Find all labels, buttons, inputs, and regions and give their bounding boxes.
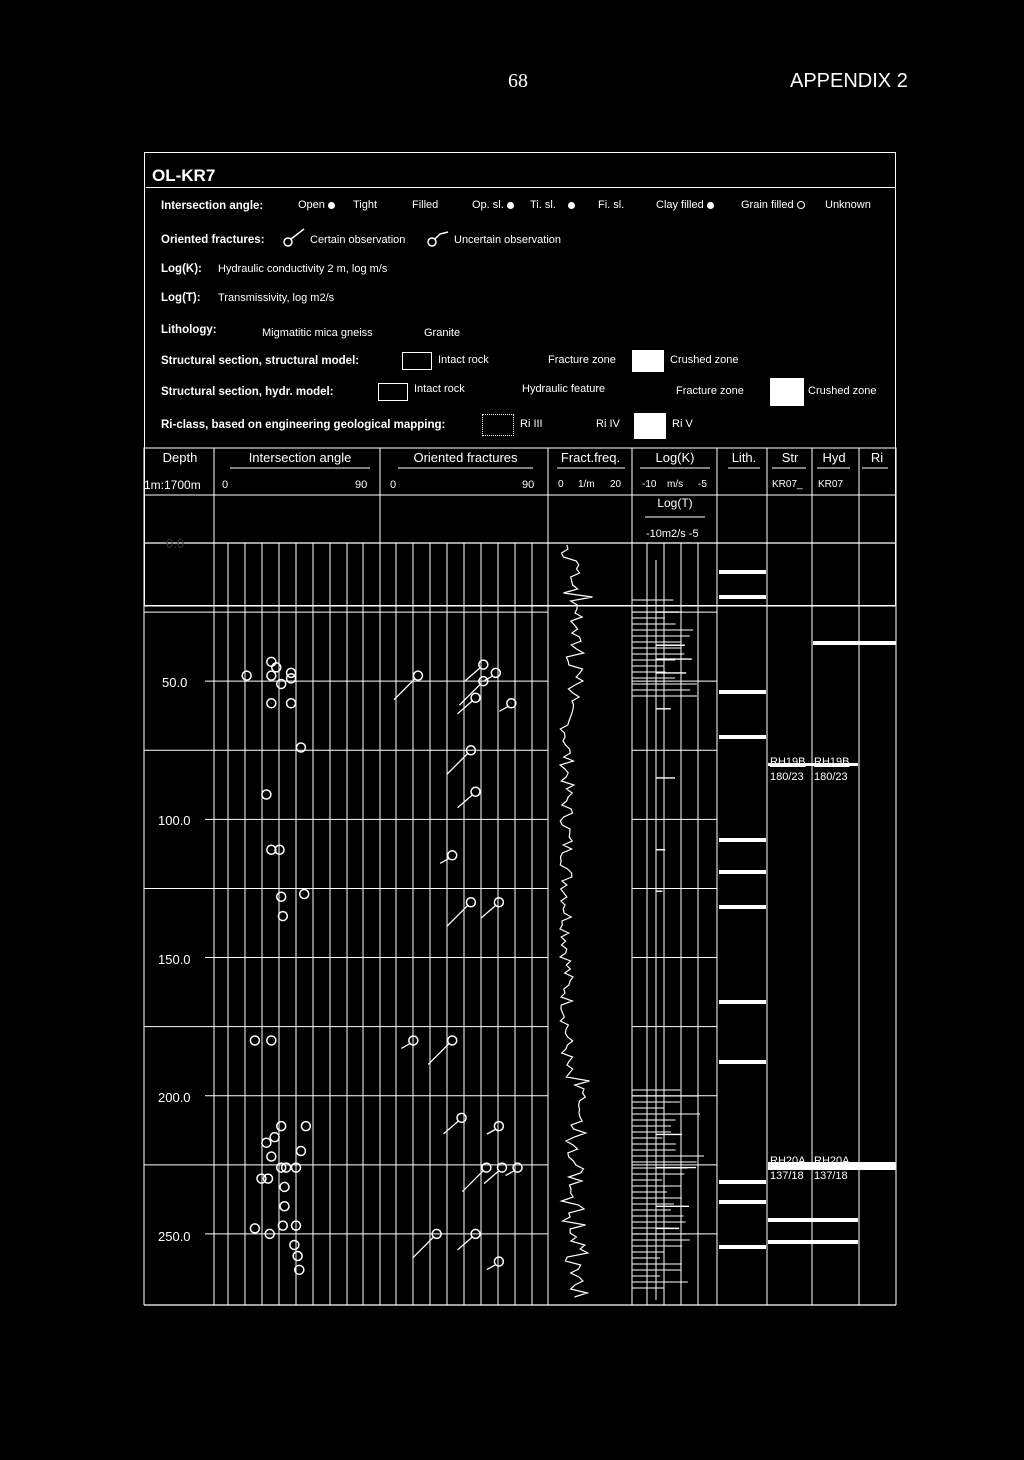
oriented-fracture-tail <box>481 905 496 918</box>
intersection-angle-circle <box>262 1138 271 1147</box>
oriented-fracture-tail <box>444 1121 459 1134</box>
lith-band <box>719 1060 766 1064</box>
legend-intersection-label: Intersection angle: <box>161 200 264 212</box>
intersection-angle-circle <box>277 1122 286 1131</box>
intersection-angle-circle <box>277 892 286 901</box>
intersection-angle-circle <box>300 889 309 898</box>
str-code: KR07_ <box>772 479 803 490</box>
zone-code-hyd: RH20A <box>814 1155 850 1167</box>
ri4-label: Ri IV <box>596 418 620 430</box>
legend-op-sl: Op. sl. <box>472 199 514 211</box>
oriented-fracture-tail <box>458 701 473 714</box>
zone-strips <box>719 570 896 1249</box>
intersection-angle-circle <box>267 671 276 680</box>
log-k-trace <box>632 560 704 1300</box>
intersection-angle-circle <box>270 1133 279 1142</box>
oriented-fracture-tail <box>458 1237 473 1250</box>
intersection-angle-circle <box>278 1221 287 1230</box>
legend-open: Open <box>298 199 335 211</box>
col-fractfreq-title: Fract.freq. <box>560 450 621 465</box>
logk-max: -5 <box>698 479 707 490</box>
lith-band <box>719 870 766 874</box>
legend-hydr-label: Structural section, hydr. model: <box>161 386 334 398</box>
log-grid <box>144 543 859 1305</box>
depth-label: 200.0 <box>158 1090 191 1105</box>
legend-fi-sl: Fi. sl. <box>598 199 625 211</box>
hydr-crushed: Crushed zone <box>808 385 877 397</box>
legend-oriented-label: Oriented fractures: <box>161 234 265 246</box>
intersection-max: 90 <box>355 479 368 491</box>
lith-band <box>719 905 766 909</box>
depth-label: 0.0 <box>166 536 185 551</box>
intersection-angle-circle <box>242 671 251 680</box>
intersection-angle-circle <box>280 1202 289 1211</box>
legend-logt-label: Log(T): <box>161 292 201 304</box>
intersection-angle-circle <box>264 1174 273 1183</box>
intersection-angle-circle <box>280 1182 289 1191</box>
oriented-min: 0 <box>390 479 397 491</box>
legend-lithology-label: Lithology: <box>161 324 217 336</box>
zone-orient-str: 137/18 <box>770 1170 804 1182</box>
page-number: 68 <box>508 70 528 92</box>
zone-band <box>768 1240 858 1244</box>
zone-code-str: RH19B <box>770 756 806 768</box>
oriented-fracture-tail <box>401 1043 410 1048</box>
col-str-title: Str <box>781 450 799 465</box>
hyd-code: KR07 <box>818 479 844 490</box>
depth-label: 250.0 <box>158 1229 191 1244</box>
legend-tight: Tight <box>353 199 378 211</box>
zone-code-str: RH20A <box>770 1155 806 1167</box>
intersection-angle-circle <box>267 1152 276 1161</box>
fracture-frequency-line <box>560 545 593 1297</box>
col-depth-title: Depth <box>162 450 198 465</box>
header-frame <box>144 448 896 606</box>
oriented-fracture-tail <box>458 795 473 808</box>
borehole-id: OL-KR7 <box>152 166 216 185</box>
intersection-angle-circle <box>250 1036 259 1045</box>
oriented-fracture-tail <box>394 679 415 700</box>
logt-scale: -10m2/s -5 <box>646 528 699 540</box>
zone-orient-str: 180/23 <box>770 771 804 783</box>
col-oriented-title: Oriented fractures <box>413 450 518 465</box>
col-intersection-title: Intersection angle <box>248 450 352 465</box>
zone-orient-hyd: 180/23 <box>814 771 848 783</box>
col-logt-title: Log(T) <box>657 496 693 510</box>
zone-code-hyd: RH19B <box>814 756 850 768</box>
intersection-angle-circle <box>250 1224 259 1233</box>
zone-orient-hyd: 137/18 <box>814 1170 848 1182</box>
oriented-fracture-tail <box>447 753 468 774</box>
logk-min: -10 <box>642 479 657 490</box>
oriented-fracture-tail <box>487 1129 496 1134</box>
legend-logt-text: Transmissivity, log m2/s <box>218 292 335 304</box>
legend-lith-gneiss: Migmatitic mica gneiss <box>262 327 373 339</box>
oriented-fracture-tail <box>499 706 508 711</box>
depth-label: 50.0 <box>162 675 188 690</box>
legend-uncertain: Uncertain observation <box>454 234 562 246</box>
struct-crushed: Crushed zone <box>670 354 739 366</box>
struct-intact: Intact rock <box>438 354 489 366</box>
col-logk-title: Log(K) <box>655 450 695 465</box>
intersection-angle-circle <box>296 1147 305 1156</box>
struct-fracture: Fracture zone <box>548 354 616 366</box>
legend-unknown: Unknown <box>825 199 871 211</box>
col-ri-title: Ri <box>870 450 884 465</box>
oriented-fracture-tail <box>413 1237 434 1258</box>
lith-band <box>719 570 766 574</box>
oriented-fracture-tail <box>462 1171 483 1192</box>
legend-ri-label: Ri-class, based on engineering geological mapping: <box>161 419 446 431</box>
fractfreq-max: 20 <box>610 479 622 490</box>
hydr-fracture: Fracture zone <box>676 385 744 397</box>
legend-ti-sl: Ti. sl. <box>530 199 575 211</box>
ri5-label: Ri V <box>672 418 693 430</box>
legend-logk-label: Log(K): <box>161 263 202 275</box>
oriented-max: 90 <box>522 479 535 491</box>
zone-band <box>768 1218 858 1222</box>
oriented-fracture-tail <box>447 905 468 926</box>
lith-band <box>719 1000 766 1004</box>
intersection-angle-circle <box>262 790 271 799</box>
legend-clay: Clay filled <box>656 199 714 211</box>
intersection-angle-circle <box>267 1036 276 1045</box>
lith-band <box>719 735 766 739</box>
legend-filled: Filled <box>412 199 439 211</box>
intersection-angle-circle <box>290 1240 299 1249</box>
intersection-angle-circle <box>278 912 287 921</box>
lith-band <box>719 595 766 599</box>
intersection-angle-circle <box>293 1252 302 1261</box>
legend-struct-label: Structural section, structural model: <box>161 355 360 367</box>
lith-band <box>719 1180 766 1184</box>
intersection-min: 0 <box>222 479 229 491</box>
str-zone-band <box>813 641 896 645</box>
depth-label: 150.0 <box>158 952 191 967</box>
oriented-fracture-tail <box>440 858 449 863</box>
oriented-fracture-tail <box>506 1171 515 1176</box>
fractfreq-min: 0 <box>558 479 564 490</box>
logk-unit: m/s <box>667 479 684 490</box>
appendix-title: APPENDIX 2 <box>790 70 908 92</box>
legend-grain: Grain filled <box>741 199 805 211</box>
hydr-feature: Hydraulic feature <box>522 383 606 395</box>
intersection-angle-circle <box>267 699 276 708</box>
fracture-frequency-trace <box>560 545 593 1297</box>
depth-scale: 1m:1700m <box>144 478 201 492</box>
intersection-angle-circle <box>287 699 296 708</box>
lith-band <box>719 1245 766 1249</box>
oriented-fracture-tail <box>465 668 480 681</box>
ri3-label: Ri III <box>520 418 543 430</box>
col-hyd-title: Hyd <box>822 450 846 465</box>
lith-band <box>719 1200 766 1204</box>
fractfreq-unit: 1/m <box>578 479 595 490</box>
lith-band <box>719 838 766 842</box>
depth-label: 100.0 <box>158 813 191 828</box>
intersection-angle-circle <box>267 657 276 666</box>
intersection-angle-circle <box>301 1122 310 1131</box>
legend-certain: Certain observation <box>310 234 406 246</box>
hydr-intact: Intact rock <box>414 383 465 395</box>
legend-lith-granite: Granite <box>424 327 461 339</box>
legend-logk-text: Hydraulic conductivity 2 m, log m/s <box>218 263 388 275</box>
lith-band <box>719 690 766 694</box>
oriented-fracture-tail <box>487 1265 496 1270</box>
oriented-fracture-tail <box>428 1043 449 1064</box>
col-lith-title: Lith. <box>731 450 757 465</box>
